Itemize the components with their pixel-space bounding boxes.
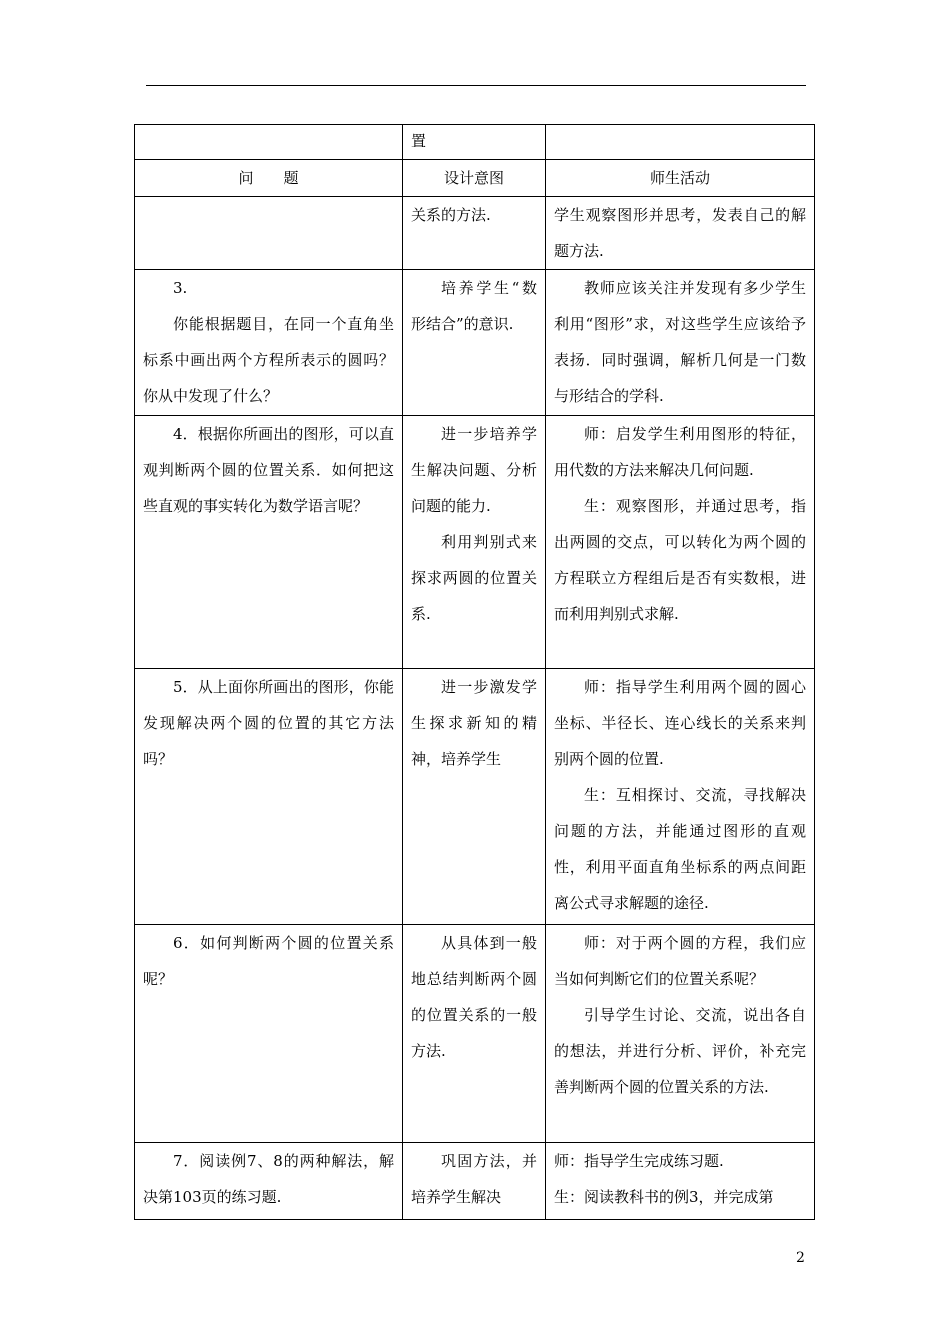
activity-cell: [546, 925, 815, 1143]
activity-text: 生：阅读教科书的例3，并完成第: [554, 1188, 774, 1206]
table-row: [135, 270, 815, 416]
activity-cell: [546, 669, 815, 925]
question-text: 你能根据题目，在同一个直角坐标系中画出两个方程所表示的圆吗？你从中发现了什么？: [143, 315, 394, 405]
header-row: [135, 160, 815, 197]
intent-text: 培养学生“数形结合”的意识.: [411, 279, 537, 333]
activity-text: 引导学生讨论、交流，说出各自的想法，并进行分析、评价，补充完善判断两个圆的位置关系的方法.: [554, 1006, 806, 1096]
continuation-cell-activity: [546, 125, 815, 160]
intent-cell: [403, 669, 546, 925]
activity-text: 生：互相探讨、交流，寻找解决问题的方法，并能通过图形的直观性，利用平面直角坐标系的两点间距离公式寻求解题的途径.: [554, 786, 806, 912]
activity-text: 师：启发学生利用图形的特征，用代数的方法来解决几何问题.: [554, 425, 806, 479]
table-row: [135, 925, 815, 1143]
question-cell: [135, 416, 403, 669]
header-rule: [146, 85, 806, 86]
activity-cell: [546, 416, 815, 669]
intent-cell: [403, 1143, 546, 1220]
table-row: [135, 416, 815, 669]
activity-cell: [546, 270, 815, 416]
header-intent: 设计意图: [403, 160, 546, 197]
activity-cell: [546, 197, 815, 270]
question-cell: [135, 925, 403, 1143]
activity-cell: [546, 1143, 815, 1220]
question-number: 3.: [173, 279, 188, 297]
intent-text: 进一步培养学生解决问题、分析问题的能力.: [411, 425, 537, 515]
question-cell: [135, 197, 403, 270]
question-cell: [135, 270, 403, 416]
table-row: [135, 669, 815, 925]
question-text: 4．根据你所画出的图形，可以直观判断两个圆的位置关系．如何把这些直观的事实转化为数学语言呢？: [143, 425, 394, 515]
question-text: 5．从上面你所画出的图形，你能发现解决两个圆的位置的其它方法吗？: [143, 678, 394, 768]
table-row: [135, 197, 815, 270]
activity-text: 师：指导学生利用两个圆的圆心坐标、半径长、连心线长的关系来判别两个圆的位置.: [554, 678, 806, 768]
continuation-cell-intent: 置: [403, 125, 546, 160]
question-cell: [135, 669, 403, 925]
activity-text: 教师应该关注并发现有多少学生利用“图形”求，对这些学生应该给予表扬．同时强调，解析几何是一门数与形结合的学科.: [554, 279, 806, 405]
intent-text: 巩固方法，并培养学生解决: [411, 1152, 537, 1206]
intent-cell: [403, 270, 546, 416]
activity-text: 师：对于两个圆的方程，我们应当如何判断它们的位置关系呢？: [554, 934, 806, 988]
question-text: 6．如何判断两个圆的位置关系呢？: [143, 934, 394, 988]
page-number: 2: [796, 1250, 805, 1266]
activity-text: 生：观察图形，并通过思考，指出两圆的交点，可以转化为两个圆的方程联立方程组后是否有实数根，进而利用判别式求解.: [554, 497, 806, 623]
header-activity: 师生活动: [546, 160, 815, 197]
intent-cell: [403, 925, 546, 1143]
continuation-cell-question: [135, 125, 403, 160]
question-cell: [135, 1143, 403, 1220]
intent-text: 从具体到一般地总结判断两个圆的位置关系的一般方法.: [411, 934, 537, 1060]
intent-text: 进一步激发学生探求新知的精神，培养学生: [411, 678, 537, 768]
intent-cell: [403, 197, 546, 270]
table-row: [135, 1143, 815, 1220]
question-text: 7．阅读例7、8的两种解法，解决第103页的练习题.: [143, 1152, 394, 1206]
intent-text: 利用判别式来探求两圆的位置关系.: [411, 533, 537, 623]
activity-text: 学生观察图形并思考，发表自己的解题方法.: [554, 206, 806, 260]
intent-text: 关系的方法.: [411, 206, 491, 224]
lesson-plan-table: [134, 124, 815, 1220]
intent-cell: [403, 416, 546, 669]
continuation-row: [135, 125, 815, 160]
header-question: 问 题: [135, 160, 403, 197]
activity-text: 师：指导学生完成练习题.: [554, 1152, 724, 1170]
